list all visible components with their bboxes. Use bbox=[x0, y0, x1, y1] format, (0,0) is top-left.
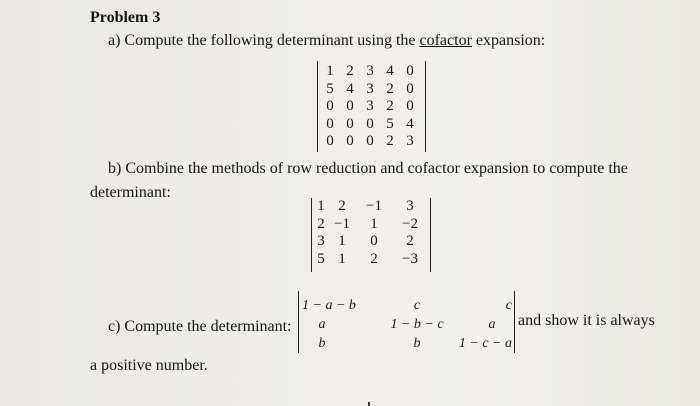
matrix-b-cell: 0 bbox=[370, 233, 378, 249]
matrix-a-cell: 2 bbox=[386, 98, 394, 114]
matrix-c-cell: b bbox=[413, 336, 421, 351]
matrix-c-cell: 1 − b − c bbox=[390, 317, 444, 332]
problem-title: Problem 3 bbox=[90, 9, 161, 26]
matrix-a-cell: 3 bbox=[366, 80, 374, 97]
matrix-a-cell: 0 bbox=[346, 98, 354, 114]
matrix-a-cell: 4 bbox=[346, 80, 354, 97]
matrix-c-cell: b bbox=[318, 336, 326, 351]
matrix-a-cell: 0 bbox=[406, 98, 414, 114]
part-c-question: c) Compute the determinant: bbox=[108, 318, 292, 335]
matrix-a-cell: 5 bbox=[386, 115, 394, 132]
matrix-c-cell: c bbox=[413, 298, 421, 313]
part-b-question-line1: b) Combine the methods of row reduction and cofactor expansion to compute the bbox=[108, 160, 628, 177]
matrix-a-cell: 0 bbox=[326, 115, 334, 132]
page-edge-mark bbox=[368, 402, 370, 406]
matrix-b-cell: −1 bbox=[366, 198, 382, 214]
matrix-b-cell: 2 bbox=[317, 215, 325, 232]
part-b-question-line2: determinant: bbox=[90, 184, 171, 201]
matrix-a-cell: 0 bbox=[406, 63, 414, 79]
matrix-a-cell: 0 bbox=[406, 80, 414, 97]
matrix-c-cell: a bbox=[488, 317, 496, 332]
matrix-c-cell: 1 − c − a bbox=[458, 336, 512, 351]
part-a-suffix: expansion: bbox=[471, 32, 546, 49]
matrix-b-cell: 3 bbox=[406, 198, 414, 214]
matrix-c-cell: a bbox=[318, 317, 326, 332]
cofactor-underlined-word: cofactor bbox=[419, 32, 472, 49]
matrix-b-cell: 1 bbox=[370, 215, 378, 232]
matrix-a-cell: 0 bbox=[346, 115, 354, 132]
determinant-b-grid bbox=[312, 198, 430, 268]
matrix-b-cell: 1 bbox=[338, 233, 346, 249]
determinant-a-grid bbox=[318, 61, 425, 151]
part-a-prefix: a) Compute the following determinant using the bbox=[108, 32, 420, 49]
matrix-c-cell: 1 − a − b bbox=[302, 298, 356, 313]
matrix-b-cell: −2 bbox=[402, 215, 418, 232]
matrix-a-cell: 0 bbox=[326, 133, 334, 149]
matrix-a-cell: 0 bbox=[326, 98, 334, 114]
matrix-b-cell: 1 bbox=[317, 198, 325, 214]
determinant-c-grid bbox=[299, 291, 514, 353]
matrix-b-cell: 3 bbox=[317, 233, 325, 249]
matrix-a-cell: 4 bbox=[386, 63, 394, 79]
matrix-a-cell: 3 bbox=[366, 63, 374, 79]
matrix-b-cell: −1 bbox=[334, 215, 350, 232]
matrix-a-cell: 0 bbox=[346, 133, 354, 149]
matrix-b-cell: 2 bbox=[338, 198, 346, 214]
matrix-b-cell: −3 bbox=[402, 250, 418, 267]
determinant-a bbox=[317, 61, 426, 152]
part-a-question bbox=[108, 32, 545, 50]
matrix-b-cell: 2 bbox=[406, 233, 414, 249]
determinant-c bbox=[298, 291, 515, 353]
matrix-b-cell: 2 bbox=[370, 250, 378, 267]
matrix-c-cell: c bbox=[505, 298, 512, 313]
matrix-a-cell: 2 bbox=[386, 80, 394, 97]
matrix-a-cell: 3 bbox=[406, 133, 414, 149]
matrix-a-cell: 0 bbox=[366, 115, 374, 132]
determinant-b bbox=[311, 198, 431, 272]
matrix-b-cell: 5 bbox=[317, 250, 325, 267]
matrix-a-cell: 5 bbox=[326, 80, 334, 97]
matrix-a-cell: 0 bbox=[366, 133, 374, 149]
matrix-b-cell: 1 bbox=[338, 250, 346, 267]
matrix-a-cell: 2 bbox=[346, 63, 354, 79]
matrix-a-cell: 2 bbox=[386, 133, 394, 149]
part-c-suffix: and show it is always bbox=[518, 312, 655, 329]
part-c-continuation: a positive number. bbox=[90, 357, 208, 374]
matrix-a-cell: 1 bbox=[326, 63, 334, 79]
matrix-a-cell: 3 bbox=[366, 98, 374, 114]
matrix-a-cell: 4 bbox=[406, 115, 414, 132]
